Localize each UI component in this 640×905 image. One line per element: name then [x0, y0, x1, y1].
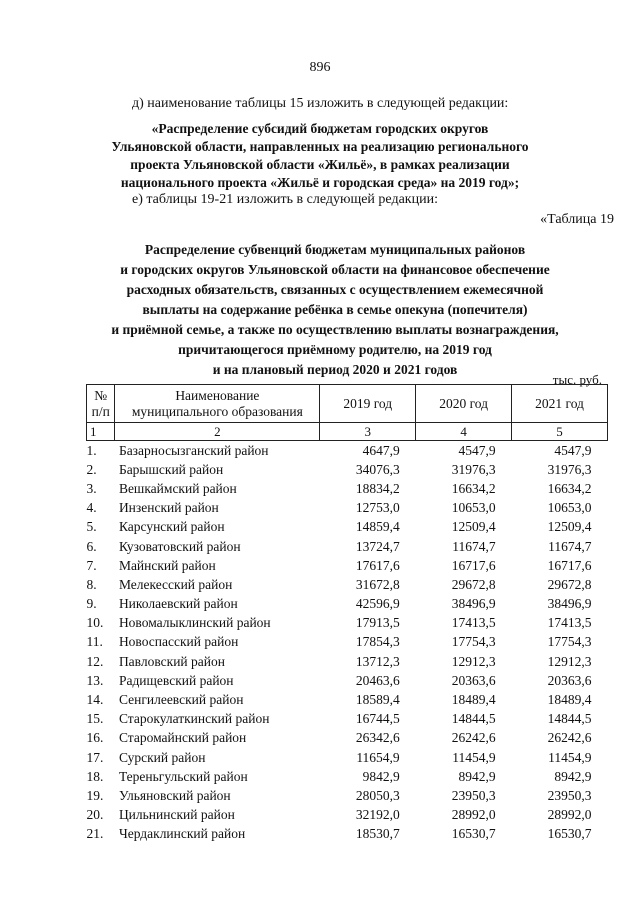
- municipality-name: Сурский район: [118, 749, 206, 765]
- value-2021: 18489,4: [547, 692, 592, 708]
- value-2020: 11674,7: [452, 538, 496, 554]
- table-row: [87, 671, 608, 690]
- row-number: 19.: [86, 787, 104, 803]
- municipality-name: Радищевский район: [118, 672, 234, 688]
- row-number: 15.: [86, 711, 104, 727]
- row-number: 17.: [86, 749, 104, 765]
- row-number: 11.: [86, 634, 103, 650]
- quote-title-line: «Распределение субсидий бюджетам городских округов: [151, 121, 489, 136]
- title-line: выплаты на содержание ребёнка в семье опекуна (попечителя): [142, 302, 528, 317]
- municipality-name: Цильнинский район: [118, 807, 235, 823]
- municipality-name: Тереньгульский район: [118, 768, 248, 784]
- value-2020: 38496,9: [451, 596, 496, 612]
- value-2020: 29672,8: [451, 576, 496, 592]
- value-2019: 16744,5: [355, 711, 400, 727]
- header-number-line1: №: [94, 387, 108, 403]
- row-number: 21.: [86, 826, 104, 842]
- header-name-line2: муниципального образования: [131, 403, 303, 419]
- value-2019: 17854,3: [355, 634, 400, 650]
- value-2021: 20363,6: [547, 672, 592, 688]
- title-line: и на плановый период 2020 и 2021 годов: [212, 362, 458, 377]
- title-line: расходных обязательств, связанных с осуществлением ежемесячной: [126, 282, 544, 297]
- column-number: 5: [512, 423, 608, 441]
- value-2021: 16717,6: [547, 557, 592, 573]
- value-2020: 17754,3: [451, 634, 496, 650]
- table-row: [87, 614, 608, 633]
- table-row: [87, 633, 608, 652]
- units-label: тыс. руб.: [552, 372, 602, 387]
- row-number: 10.: [86, 615, 104, 631]
- table-row: [87, 556, 608, 575]
- value-2019: 4647,9: [362, 442, 400, 458]
- table-row: [87, 710, 608, 729]
- row-number: 4.: [86, 500, 97, 516]
- table-row: [87, 499, 608, 518]
- row-number: 3.: [86, 480, 97, 496]
- value-2020: 10653,0: [451, 500, 496, 516]
- value-2020: 17413,5: [451, 615, 496, 631]
- value-2019: 31672,8: [355, 576, 400, 592]
- value-2019: 18530,7: [355, 826, 400, 842]
- value-2021: 14844,5: [547, 711, 592, 727]
- table-row: [87, 729, 608, 748]
- distribution-table: [86, 384, 608, 844]
- table-row: [87, 575, 608, 594]
- value-2020: 26242,6: [451, 730, 496, 746]
- row-number: 1.: [86, 442, 97, 458]
- column-numbers-row: [87, 423, 608, 441]
- value-2021: 11454,9: [548, 749, 592, 765]
- value-2020: 12509,4: [451, 519, 496, 535]
- quote-title-line: проекта Ульяновской области «Жильё», в рамках реализации: [130, 157, 510, 172]
- row-number: 18.: [86, 768, 104, 784]
- table-row: [87, 767, 608, 786]
- quoted-table-15-title: [80, 120, 560, 192]
- value-2020: 18489,4: [451, 692, 496, 708]
- header-number: [87, 385, 115, 423]
- value-2020: 11454,9: [452, 749, 496, 765]
- column-number: 2: [115, 423, 320, 441]
- header-2020: 2020 год: [416, 385, 512, 423]
- value-2020: 16717,6: [451, 557, 496, 573]
- municipality-name: Николаевский район: [118, 596, 238, 612]
- value-2021: 17754,3: [547, 634, 592, 650]
- value-2019: 18589,4: [355, 692, 400, 708]
- row-number: 13.: [86, 672, 104, 688]
- table-header-row: [87, 385, 608, 423]
- value-2020: 8942,9: [458, 768, 496, 784]
- value-2019: 18834,2: [355, 480, 400, 496]
- value-2019: 11654,9: [356, 749, 400, 765]
- municipality-name: Кузоватовский район: [118, 538, 241, 554]
- title-line: причитающегося приёмному родителю, на 2019 год: [178, 342, 492, 357]
- value-2021: 4547,9: [554, 442, 592, 458]
- municipality-name: Сенгилеевский район: [118, 692, 244, 708]
- table-row: [87, 537, 608, 556]
- value-2021: 17413,5: [547, 615, 592, 631]
- table-row: [87, 460, 608, 479]
- value-2019: 9842,9: [362, 768, 400, 784]
- value-2019: 12753,0: [355, 500, 400, 516]
- row-number: 20.: [86, 807, 104, 823]
- value-2021: 38496,9: [547, 596, 592, 612]
- row-number: 2.: [86, 461, 97, 477]
- amendment-line-d: д) наименование таблицы 15 изложить в следующей редакции:: [132, 96, 509, 111]
- row-number: 14.: [86, 692, 104, 708]
- municipality-name: Майнский район: [118, 557, 216, 573]
- table-row: [87, 652, 608, 671]
- value-2020: 16634,2: [451, 480, 496, 496]
- title-line: и городских округов Ульяновской области на финансовое обеспечение: [120, 262, 550, 277]
- municipality-name: Старомайнский район: [118, 730, 247, 746]
- table-row: [87, 786, 608, 805]
- value-2019: 13712,3: [355, 653, 400, 669]
- table-row: [87, 690, 608, 709]
- row-number: 5.: [86, 519, 97, 535]
- table-row: [87, 441, 608, 461]
- header-municipality: [115, 385, 320, 423]
- header-2019: 2019 год: [320, 385, 416, 423]
- municipality-name: Старокулаткинский район: [118, 711, 270, 727]
- row-number: 8.: [86, 576, 97, 592]
- amendment-line-e: е) таблицы 19-21 изложить в следующей редакции:: [132, 192, 438, 207]
- value-2019: 34076,3: [355, 461, 400, 477]
- column-number: 3: [320, 423, 416, 441]
- value-2021: 16634,2: [547, 480, 592, 496]
- row-number: 7.: [86, 557, 97, 573]
- value-2021: 16530,7: [547, 826, 592, 842]
- value-2019: 28050,3: [355, 787, 400, 803]
- row-number: 6.: [86, 538, 97, 554]
- value-2019: 13724,7: [355, 538, 400, 554]
- row-number: 9.: [86, 596, 97, 612]
- title-line: и приёмной семье, а также по осуществлению выплаты вознаграждения,: [111, 322, 559, 337]
- municipality-name: Павловский район: [118, 653, 225, 669]
- row-number: 16.: [86, 730, 104, 746]
- value-2021: 10653,0: [547, 500, 592, 516]
- municipality-name: Базарносызганский район: [118, 442, 269, 458]
- municipality-name: Новомалыклинский район: [118, 615, 271, 631]
- table-label: «Таблица 19: [540, 212, 614, 227]
- municipality-name: Новоспасский район: [118, 634, 239, 650]
- quote-title-line: национального проекта «Жильё и городская среда» на 2019 год»;: [120, 175, 520, 190]
- municipality-name: Вешкаймский район: [118, 480, 237, 496]
- municipality-name: Инзенский район: [118, 500, 219, 516]
- value-2021: 23950,3: [547, 787, 592, 803]
- table-row: [87, 748, 608, 767]
- value-2019: 17617,6: [355, 557, 400, 573]
- value-2021: 31976,3: [547, 461, 592, 477]
- value-2020: 28992,0: [451, 807, 496, 823]
- municipality-name: Карсунский район: [118, 519, 225, 535]
- table-row: [87, 479, 608, 498]
- column-number: 1: [87, 423, 115, 441]
- value-2020: 31976,3: [451, 461, 496, 477]
- value-2021: 12509,4: [547, 519, 592, 535]
- value-2021: 12912,3: [547, 653, 592, 669]
- table-row: [87, 595, 608, 614]
- value-2019: 32192,0: [355, 807, 400, 823]
- value-2019: 42596,9: [355, 596, 400, 612]
- municipality-name: Чердаклинский район: [118, 826, 246, 842]
- value-2021: 8942,9: [554, 768, 592, 784]
- table-row: [87, 518, 608, 537]
- municipality-name: Мелекесский район: [118, 576, 233, 592]
- value-2019: 26342,6: [355, 730, 400, 746]
- table-row: [87, 825, 608, 844]
- value-2019: 20463,6: [355, 672, 400, 688]
- page-number: 896: [309, 60, 331, 75]
- title-line: Распределение субвенций бюджетам муниципальных районов: [144, 242, 526, 257]
- column-number: 4: [416, 423, 512, 441]
- row-number: 12.: [86, 653, 104, 669]
- municipality-name: Ульяновский район: [118, 787, 231, 803]
- value-2019: 17913,5: [355, 615, 400, 631]
- table-body: [87, 441, 608, 844]
- value-2020: 14844,5: [451, 711, 496, 727]
- header-2021: 2021 год: [512, 385, 608, 423]
- value-2020: 4547,9: [458, 442, 496, 458]
- value-2019: 14859,4: [355, 519, 400, 535]
- table-row: [87, 806, 608, 825]
- document-title: [95, 240, 575, 380]
- quote-title-line: Ульяновской области, направленных на реализацию регионального: [111, 139, 529, 154]
- value-2021: 28992,0: [547, 807, 592, 823]
- header-name-line1: Наименование: [175, 387, 260, 403]
- value-2020: 23950,3: [451, 787, 496, 803]
- value-2020: 16530,7: [451, 826, 496, 842]
- header-number-line2: п/п: [91, 403, 110, 419]
- value-2021: 11674,7: [548, 538, 592, 554]
- value-2021: 26242,6: [547, 730, 592, 746]
- value-2021: 29672,8: [547, 576, 592, 592]
- municipality-name: Барышский район: [118, 461, 224, 477]
- value-2020: 12912,3: [451, 653, 496, 669]
- value-2020: 20363,6: [451, 672, 496, 688]
